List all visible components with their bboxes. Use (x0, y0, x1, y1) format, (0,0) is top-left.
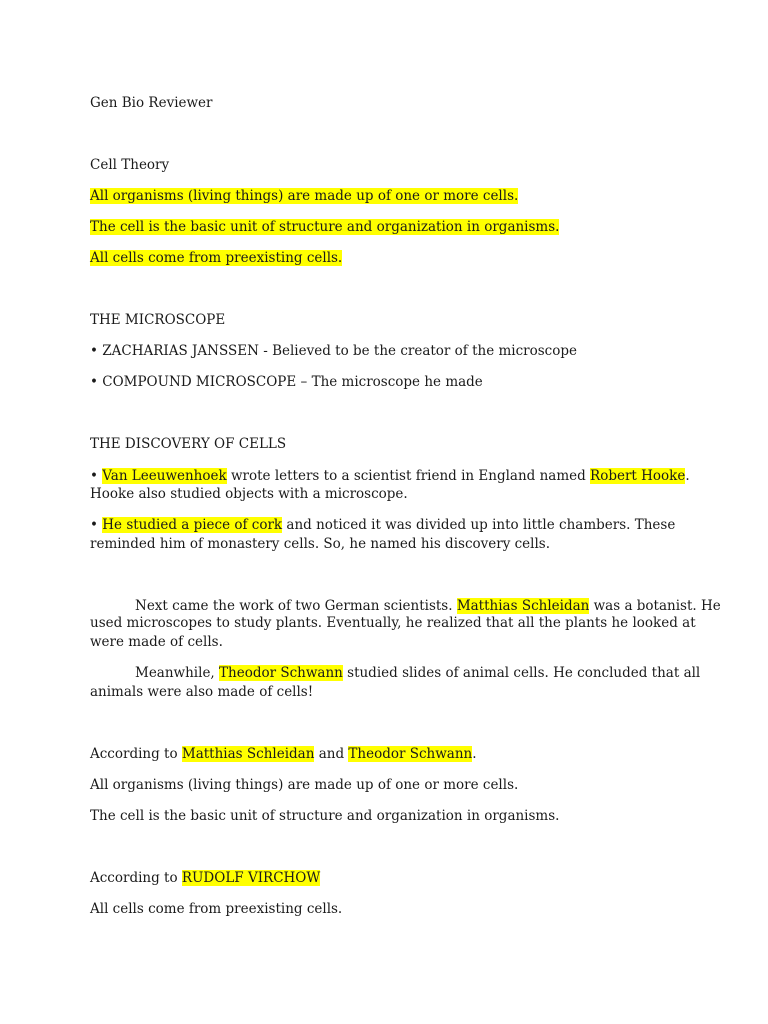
discovery-p1-line-2: Hooke also studied objects with a microscope. (90, 486, 408, 502)
highlighted-text: The cell is the basic unit of structure and organization in organisms. (90, 219, 560, 235)
discovery-p2-line-2: reminded him of monastery cells. So, he named his discovery cells. (90, 536, 551, 552)
cell-theory-heading: Cell Theory (90, 157, 170, 173)
highlighted-text: Matthias Schleidan (181, 746, 315, 762)
text-run: wrote letters to a scientist friend in England named (226, 468, 591, 484)
scientists-p1-line-3: were made of cells. (90, 634, 223, 650)
highlighted-text: Matthias Schleidan (456, 598, 590, 614)
discovery-p1-line-1 (90, 467, 690, 486)
document-title: Gen Bio Reviewer (90, 95, 213, 111)
text-run: Next came the work of two German scientists. (135, 598, 457, 614)
scientists-p2-line-1 (90, 664, 701, 683)
according-1-point-2: The cell is the basic unit of structure and organization in organisms. (90, 808, 560, 824)
highlighted-text: All organisms (living things) are made up of one or more cells. (90, 188, 519, 204)
text-run: was a botanist. He (589, 598, 721, 614)
text-run: and noticed it was divided up into little chambers. These (282, 517, 676, 533)
discovery-p2-line-1 (90, 516, 690, 535)
highlighted-text: Theodor Schwann (348, 746, 473, 762)
microscope-heading: THE MICROSCOPE (90, 312, 226, 328)
scientists-p2-line-2: animals were also made of cells! (90, 684, 314, 700)
text-run: and (314, 746, 349, 762)
highlighted-text: Theodor Schwann (219, 665, 343, 681)
bullet: • (90, 468, 103, 484)
text-run: According to (90, 870, 182, 886)
scientists-p1-line-2: used microscopes to study plants. Eventually, he realized that all the plants he looked at (90, 615, 696, 631)
cell-theory-point-1 (90, 187, 690, 206)
text-run: studied slides of animal cells. He concluded that all (342, 665, 701, 681)
according-1-point-1: All organisms (living things) are made up of one or more cells. (90, 777, 519, 793)
text-run: According to (90, 746, 182, 762)
text-run: . (685, 468, 690, 484)
text-run: . (472, 746, 477, 762)
highlighted-text: Robert Hooke (590, 468, 686, 484)
microscope-bullet-2: • COMPOUND MICROSCOPE – The microscope he made (90, 374, 483, 390)
text-run: Meanwhile, (135, 665, 220, 681)
discovery-heading: THE DISCOVERY OF CELLS (90, 436, 287, 452)
bullet: • (90, 517, 103, 533)
according-schleidan-schwann (90, 745, 690, 764)
cell-theory-point-2 (90, 218, 690, 237)
highlighted-text: RUDOLF VIRCHOW (181, 870, 321, 886)
cell-theory-point-3 (90, 249, 690, 268)
according-2-point: All cells come from preexisting cells. (90, 901, 343, 917)
highlighted-text: Van Leeuwenhoek (102, 468, 227, 484)
highlighted-text: All cells come from preexisting cells. (90, 250, 343, 266)
according-virchow (90, 869, 690, 888)
microscope-bullet-1: • ZACHARIAS JANSSEN - Believed to be the creator of the microscope (90, 343, 577, 359)
highlighted-text: He studied a piece of cork (102, 517, 283, 533)
